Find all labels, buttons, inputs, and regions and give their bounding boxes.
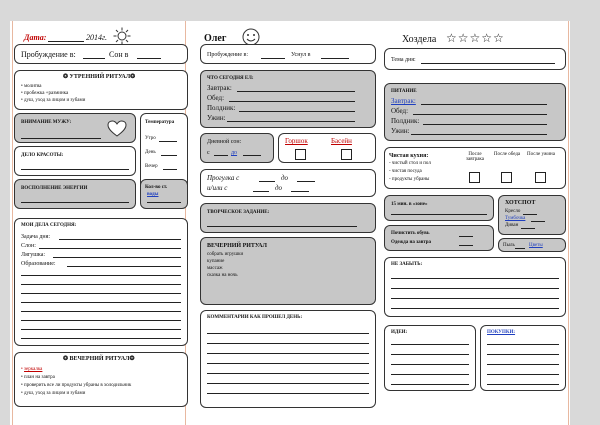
child-wake-box [200, 44, 376, 64]
morning-item: • пробежка +разминка [21, 91, 69, 96]
meal-label: Полдник: [207, 104, 236, 112]
walk-or-to-line[interactable] [291, 191, 309, 192]
nap-to-line[interactable] [243, 155, 261, 156]
not-forget-line[interactable] [391, 298, 559, 299]
water-line[interactable] [147, 202, 181, 203]
nap-from-line[interactable] [214, 155, 228, 156]
meal-line[interactable] [227, 121, 355, 122]
meal-line[interactable] [229, 101, 355, 102]
child-wake-label: Пробуждение в: [207, 52, 249, 58]
clothes-label: Одежда на завтра [391, 240, 431, 245]
food-title: ПИТАНИЕ [391, 89, 417, 94]
child-evening-item: массаж [207, 266, 223, 271]
temp-evening-line[interactable] [163, 169, 177, 170]
column-self [10, 23, 190, 425]
meal-line[interactable] [239, 111, 355, 112]
food-label: Ужин: [391, 127, 410, 135]
nap-box [200, 133, 274, 163]
beauty-label: ДЕЛО КРАСОТЫ: [21, 153, 64, 158]
not-forget-box [384, 257, 566, 317]
ideas-line[interactable] [391, 354, 469, 355]
evening-item: • зеркалка [21, 367, 43, 372]
shopping-line[interactable] [487, 354, 559, 355]
child-sleep-label: Уснул в [291, 52, 311, 58]
theme-line[interactable] [421, 63, 555, 64]
food-line[interactable] [411, 134, 547, 135]
sun-icon [113, 27, 131, 45]
comment-line[interactable] [207, 383, 369, 384]
food-label: Полдник: [391, 117, 420, 125]
pool-label: Басейн [331, 137, 352, 145]
not-forget-line[interactable] [391, 278, 559, 279]
wake-line[interactable] [83, 58, 105, 59]
task-label: Задача дня: [21, 234, 51, 240]
creative-label: ТВОРЧЕСКОЕ ЗАДАНИЕ: [207, 210, 270, 215]
water-box [140, 179, 188, 209]
meal-label: Ужин: [207, 114, 226, 122]
husband-line[interactable] [21, 138, 101, 139]
hotspot-box [498, 195, 566, 235]
hotspot-item: Диван [505, 223, 519, 228]
kitchen-title: Чистая кухня: [389, 153, 429, 159]
task-line[interactable] [21, 311, 181, 312]
shopping-line[interactable] [487, 384, 559, 385]
after-breakfast-label: После завтрака [466, 152, 484, 162]
potty-label: Горшок [285, 137, 308, 145]
not-forget-label: НЕ ЗАБЫТЬ: [391, 262, 423, 267]
sleep-line[interactable] [137, 58, 161, 59]
nap-label: Дневной сон: [207, 139, 242, 145]
home-title: Хозделa [402, 34, 437, 45]
temp-day-line[interactable] [161, 155, 177, 156]
nap-from: с [207, 150, 210, 156]
tasks-title: МОИ ДЕЛА СЕГОДНЯ: [21, 223, 77, 228]
energy-line[interactable] [21, 202, 129, 203]
temp-day-label: День [145, 150, 156, 155]
child-sleep-line[interactable] [321, 58, 349, 59]
child-evening-item: сказка на ночь [207, 273, 238, 278]
date-label: Дата: [24, 33, 47, 42]
walk-from-line[interactable] [259, 181, 275, 182]
energy-box [14, 179, 136, 209]
hotspot-title: ХОТСПОТ [505, 200, 536, 206]
evening-ritual-title: ❂ ВЕЧЕРНИЙ РИТУАЛ❂ [63, 356, 135, 362]
beauty-line[interactable] [21, 169, 129, 170]
meal-line[interactable] [237, 91, 355, 92]
child-name: Олег [204, 33, 227, 44]
walk-or: и/или с [207, 184, 228, 192]
hotspot-line[interactable] [521, 228, 535, 229]
theme-box [384, 48, 566, 70]
child-evening-item: купание [207, 259, 225, 264]
morning-item: • душ, уход за лицом и зубами [21, 98, 86, 103]
shoes-box [384, 225, 494, 251]
task-label: Лягушка: [21, 252, 46, 258]
kitchen-item: - чистый стол и пол [389, 161, 431, 166]
food-box [384, 83, 566, 141]
task-line[interactable] [21, 293, 181, 294]
comments-label: КОММЕНТАРИИ КАК ПРОШЕЛ ДЕНЬ: [207, 315, 303, 320]
food-line[interactable] [421, 104, 547, 105]
shopping-box [480, 325, 566, 391]
child-evening-title: ВЕЧЕРНИЙ РИТУАЛ [207, 243, 267, 249]
meal-label: Завтрак: [207, 84, 232, 92]
walk-label: Прогулка с [207, 174, 240, 182]
potty-checkbox[interactable] [295, 149, 306, 160]
kitchen-item: - чистая посуда [389, 169, 422, 174]
date-year: 2014г. [86, 33, 108, 42]
task-line[interactable] [67, 266, 181, 267]
after-lunch-checkbox[interactable] [501, 172, 512, 183]
comments-box [200, 310, 376, 408]
evening-item: • проверить все ли продукты убраны в холодильник [21, 383, 132, 388]
planner-page [10, 21, 570, 425]
zone-label: 15 мин. в «зоне» [391, 202, 428, 207]
comment-line[interactable] [207, 393, 369, 394]
food-label: Завтрак: [391, 97, 416, 105]
after-breakfast-checkbox[interactable] [469, 172, 480, 183]
creative-box [200, 203, 376, 233]
evening-item: • план на завтра [21, 375, 55, 380]
after-dinner-checkbox[interactable] [535, 172, 546, 183]
heart-icon [107, 120, 127, 138]
ideas-line[interactable] [391, 344, 469, 345]
shoes-label: Почистить обувь [391, 231, 430, 236]
column-home [382, 23, 570, 425]
hotspot-line[interactable] [531, 221, 545, 222]
dust-line[interactable] [515, 248, 525, 249]
comment-line[interactable] [207, 333, 369, 334]
morning-item: • молитва [21, 84, 42, 89]
comment-line[interactable] [207, 373, 369, 374]
task-line[interactable] [21, 338, 181, 339]
meal-label: Обед: [207, 94, 225, 102]
hotspot-line[interactable] [523, 214, 537, 215]
morning-ritual-title: ❂ УТРЕННИЙ РИТУАЛ❂ [63, 74, 136, 80]
task-label: Образование: [21, 261, 56, 267]
evening-ritual-box [14, 352, 188, 407]
wake-label: Пробуждение в: [21, 50, 76, 59]
not-forget-line[interactable] [391, 288, 559, 289]
rating-stars[interactable]: ☆☆☆☆☆ [446, 31, 505, 45]
task-line[interactable] [21, 320, 181, 321]
child-meals-title: ЧТО СЕГОДНЯ ЕЛ: [207, 76, 254, 81]
date-line[interactable] [48, 41, 84, 42]
shopping-label: ПОКУПКИ: [487, 330, 516, 335]
child-meals-box [200, 70, 376, 128]
water-sub-label: воды [147, 192, 159, 197]
ideas-box [384, 325, 476, 391]
zone-line[interactable] [391, 214, 487, 215]
shopping-line[interactable] [487, 344, 559, 345]
tasks-box [14, 218, 188, 346]
child-evening-item: собрать игрушки [207, 252, 244, 257]
energy-label: ВОСПОЛНЕНИЕ ЭНЕРГИИ [21, 186, 88, 191]
walk-to: до [281, 174, 289, 182]
flowers-label: Цветы [529, 243, 543, 248]
after-lunch-label: После обеда [493, 152, 521, 157]
task-line[interactable] [39, 248, 181, 249]
kitchen-box [384, 147, 566, 189]
comment-line[interactable] [207, 353, 369, 354]
walk-or-from-line[interactable] [253, 191, 269, 192]
task-line[interactable] [21, 275, 181, 276]
column-child [196, 23, 378, 425]
dust-box [498, 238, 566, 252]
comment-line[interactable] [207, 343, 369, 344]
task-label: Слон: [21, 243, 36, 249]
task-line[interactable] [21, 329, 181, 330]
husband-label: ВНИМАНИЕ МУЖУ: [21, 120, 72, 125]
temp-morning-line[interactable] [159, 141, 177, 142]
child-wake-line[interactable] [261, 58, 285, 59]
creative-line[interactable] [207, 226, 357, 227]
zone-box [384, 195, 494, 221]
temp-evening-label: Вечер [145, 164, 158, 169]
not-forget-line[interactable] [391, 308, 559, 309]
comment-line[interactable] [207, 363, 369, 364]
dust-label: Пыль [503, 243, 515, 248]
food-line[interactable] [423, 124, 547, 125]
nap-to: до [231, 150, 238, 156]
task-line[interactable] [21, 302, 181, 303]
kitchen-item: - продукты убраны [389, 177, 430, 182]
ideas-line[interactable] [391, 364, 469, 365]
temp-morning-label: Утро [145, 136, 156, 141]
pool-checkbox[interactable] [341, 149, 352, 160]
beauty-box [14, 146, 136, 176]
after-dinner-label: После ужина [527, 152, 555, 157]
food-label: Обед: [391, 107, 409, 115]
ideas-line[interactable] [391, 374, 469, 375]
task-line[interactable] [59, 239, 181, 240]
shopping-line[interactable] [487, 364, 559, 365]
sleep-label: Сон в [109, 50, 129, 59]
husband-box [14, 113, 136, 143]
shopping-line[interactable] [487, 374, 559, 375]
food-line[interactable] [413, 114, 547, 115]
task-line[interactable] [21, 284, 181, 285]
shoes-line[interactable] [459, 236, 473, 237]
walk-to-line[interactable] [297, 181, 315, 182]
clothes-line[interactable] [459, 245, 473, 246]
task-line[interactable] [53, 257, 181, 258]
ideas-label: ИДЕИ: [391, 330, 408, 335]
hotspot-item: Кресло [505, 209, 521, 214]
evening-item: • душ, уход за лицом и зубами [21, 391, 86, 396]
theme-label: Тема дня: [391, 57, 416, 63]
child-evening-box [200, 237, 376, 305]
ideas-line[interactable] [391, 384, 469, 385]
water-label: Кол-во ст. [145, 185, 168, 190]
walk-box [200, 169, 376, 197]
wake-box [14, 44, 188, 64]
morning-ritual-box [14, 70, 188, 110]
toilet-box [278, 133, 376, 163]
hotspot-item: Тумбочка [505, 216, 526, 221]
temperature-title: Температура [145, 120, 175, 125]
walk-or-to: до [275, 184, 283, 192]
